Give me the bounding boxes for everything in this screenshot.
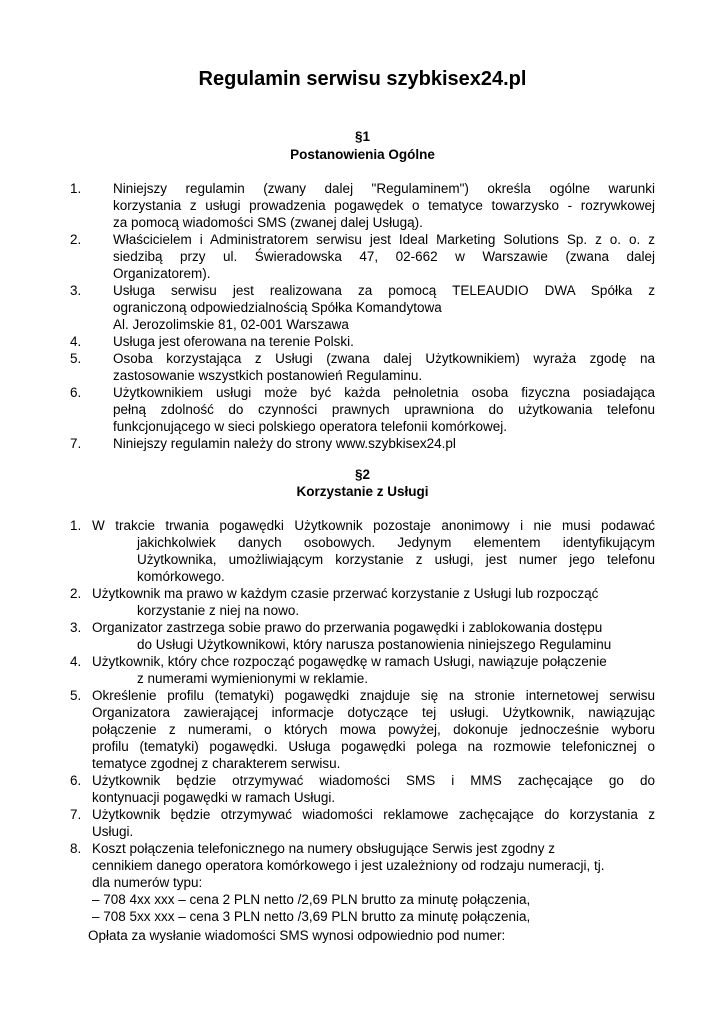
item-number: 1. [70, 181, 82, 196]
item-text-line: Al. Jerozolimskie 81, 02-001 Warszawa [113, 317, 349, 332]
item-number: 1. [70, 518, 82, 533]
item-text-line: jakichkolwiek danych osobowych. Jedynym elementem identyfikującym [137, 535, 655, 550]
item-text-line: Organizatorem). [113, 266, 211, 281]
item-text-line: tematyce zgodnej z charakterem serwisu. [92, 756, 341, 771]
section2-number: §2 [354, 467, 371, 482]
item-text-line: ograniczoną odpowiedzialnością Spółka Komandytowa [113, 300, 442, 315]
price-line: – 708 4xx xxx – cena 2 PLN netto /2,69 PLN brutto za minutę połączenia, [92, 892, 531, 907]
section1-heading: Postanowienia Ogólne [290, 147, 435, 162]
item-text-line: kontynuacji pogawędki w ramach Usługi. [92, 790, 336, 805]
item-text-line: Użytkownikiem usługi może być każda pełnoletnia osoba fizyczna posiadająca [113, 385, 655, 400]
item-text-line: W trakcie trwania pogawędki Użytkownik pozostaje anonimowy i nie musi podawać [92, 518, 655, 533]
section1-number: §1 [354, 129, 371, 144]
item-text-line: Usługi. [92, 824, 134, 839]
item-text-line: Użytkownik będzie otrzymywać wiadomości SMS i MMS zachęcające go do [92, 773, 655, 788]
item-text-line: Osoba korzystająca z Usługi (zwana dalej Użytkownikiem) wyraża zgodę na [113, 351, 655, 366]
price-line: – 708 5xx xxx – cena 3 PLN netto /3,69 PLN brutto za minutę połączenia, [92, 909, 531, 924]
section2-heading: Korzystanie z Usługi [296, 484, 429, 499]
item-number: 7. [70, 807, 82, 822]
item-number: 2. [70, 586, 82, 601]
item-text-line: do Usługi Użytkownikowi, który narusza postanowienia niniejszego Regulaminu [137, 637, 612, 652]
item-text-line: Właścicielem i Administratorem serwisu jest Ideal Marketing Solutions Sp. z o. o. z [113, 232, 655, 247]
item-text-line: korzystanie z niej na nowo. [137, 603, 300, 618]
item-text-line: komórkowego. [137, 569, 225, 584]
item-text-line: Usługa jest oferowana na terenie Polski. [113, 334, 354, 349]
item-number: 6. [70, 773, 82, 788]
item-text-line: zastosowanie wszystkich postanowień Regulaminu. [113, 368, 423, 383]
item-text-line: korzystania z usługi prowadzenia pogawędek o tematyce towarzysko - rozrywkowej [113, 198, 655, 213]
item-text-line: Użytkownik ma prawo w każdym czasie przerwać korzystanie z Usługi lub rozpocząć [92, 586, 599, 601]
item-text-line: Usługa serwisu jest realizowana za pomocą TELEAUDIO DWA Spółka z [113, 283, 655, 298]
item-number: 3. [70, 283, 82, 298]
item-text-line: pełną zdolność do czynności prawnych uprawniona do użytkowania telefonu [113, 402, 655, 417]
item-text-line: Niniejszy regulamin (zwany dalej "Regulaminem") określa ogólne warunki [113, 181, 655, 196]
item-text-line: za pomocą wiadomości SMS (zwanej dalej Usługą). [113, 215, 423, 230]
item-text-line: cennikiem danego operatora komórkowego i jest uzależniony od rodzaju numeracji, tj. [92, 858, 605, 873]
item-text-line: Niniejszy regulamin należy do strony www.szybkisex24.pl [113, 436, 456, 451]
item-number: 3. [70, 620, 82, 635]
item-number: 6. [70, 385, 82, 400]
item-text-line: Organizatora zawierającej informacje dotyczące tej usługi. Użytkownik, nawiązując [92, 705, 655, 720]
item-number: 5. [70, 351, 82, 366]
item-text-line: profilu (tematyki) pogawędki. Usługa pogawędki polega na rozmowie telefonicznej o [92, 739, 655, 754]
item-text-line: Organizator zastrzega sobie prawo do przerwania pogawędki i zablokowania dostępu [92, 620, 603, 635]
item-number: 8. [70, 841, 82, 856]
item-text-line: Opłata za wysłanie wiadomości SMS wynosi odpowiednio pod numer: [88, 928, 506, 943]
item-text-line: Użytkownik będzie otrzymywać wiadomości reklamowe zachęcające do korzystania z [92, 807, 655, 822]
item-number: 5. [70, 688, 82, 703]
item-text-line: dla numerów typu: [92, 875, 203, 890]
document-title: Regulamin serwisu szybkisex24.pl [198, 68, 527, 90]
item-text-line: Użytkownika, umożliwiającym korzystanie z usługi, jest numer jego telefonu [137, 552, 655, 567]
item-text-line: funkcjonującego w sieci polskiego operatora telefonii komórkowej. [113, 419, 507, 434]
item-number: 2. [70, 232, 82, 247]
item-text-line: Koszt połączenia telefonicznego na numery obsługujące Serwis jest zgodny z [92, 841, 556, 856]
item-text-line: z numerami wymienionymi w reklamie. [137, 671, 369, 686]
item-text-line: Określenie profilu (tematyki) pogawędki znajduje się na stronie internetowej serwisu [92, 688, 655, 703]
item-text-line: Użytkownik, który chce rozpocząć pogawędkę w ramach Usługi, nawiązuje połączenie [92, 654, 607, 669]
item-number: 4. [70, 334, 82, 349]
item-number: 7. [70, 436, 82, 451]
item-number: 4. [70, 654, 82, 669]
item-text-line: połączenie z numerami, o których mowa powyżej, dokonuje jednocześnie wyboru [92, 722, 655, 737]
item-text-line: siedzibą przy ul. Świeradowska 47, 02-662 w Warszawie (zwana dalej [113, 249, 655, 264]
